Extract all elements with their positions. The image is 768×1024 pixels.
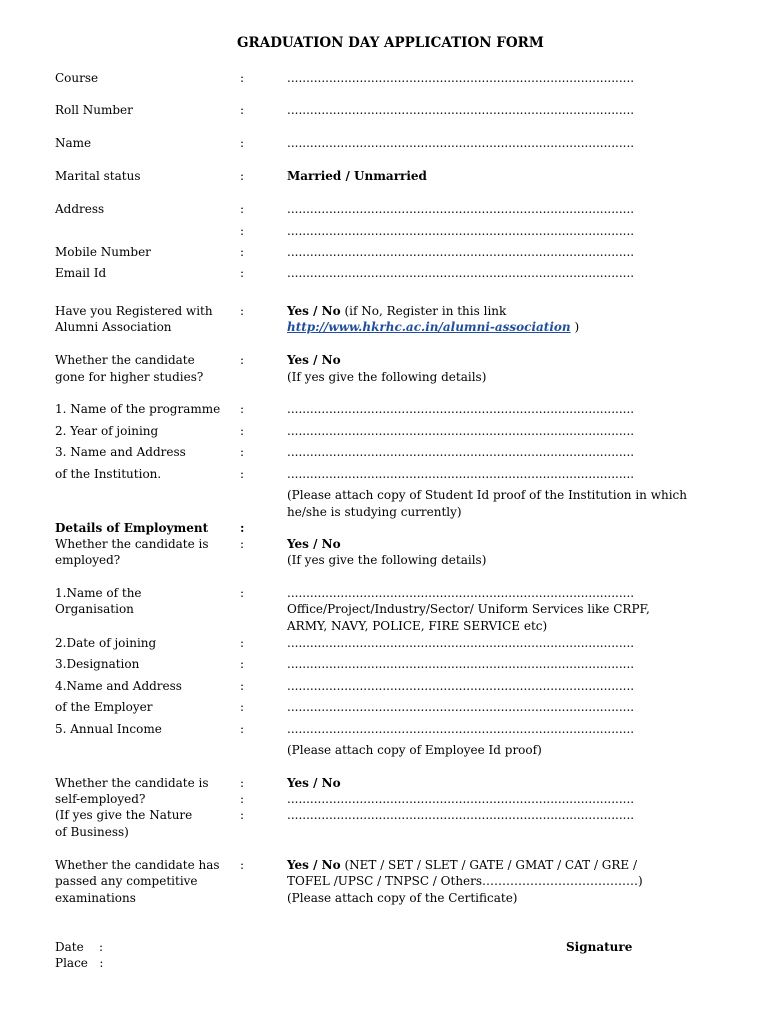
date-label: Date :	[55, 940, 103, 954]
name-field[interactable]: ...........................................................................................	[287, 136, 635, 150]
higher-studies-instruction: (If yes give the following details)	[287, 370, 487, 384]
higher-studies-yes-no[interactable]: Yes / No	[287, 353, 341, 367]
year-of-joining-field[interactable]: ...........................................................................................	[287, 424, 635, 438]
competitive-question-line-1: Whether the candidate has	[55, 858, 220, 872]
separator: :	[240, 245, 245, 259]
designation-field[interactable]: ...........................................................................................	[287, 657, 635, 671]
signature-label: Signature	[566, 940, 633, 954]
organisation-field[interactable]: ...........................................................................................	[287, 586, 635, 600]
alumni-question-line-1: Have you Registered with	[55, 304, 213, 318]
email-field[interactable]: ...........................................................................................	[287, 266, 635, 280]
institution-label-line-1: 3. Name and Address	[55, 445, 186, 459]
separator: :	[240, 169, 245, 183]
separator: :	[240, 808, 245, 822]
separator: :	[240, 353, 245, 367]
employed-question-line-2: employed?	[55, 553, 121, 567]
separator: :	[240, 202, 245, 216]
employer-field-line-1[interactable]: ...........................................................................................	[287, 679, 635, 693]
self-employed-yes-no[interactable]: Yes / No	[287, 776, 341, 790]
competitive-exams-list-line-2[interactable]: TOFEL /UPSC / TNPSC / Others…………………………………)	[287, 874, 643, 888]
competitive-yes-no[interactable]: Yes / No	[287, 858, 341, 872]
business-nature-field-line-1[interactable]: ...........................................................................................	[287, 792, 635, 806]
employer-label-line-2: of the Employer	[55, 700, 153, 714]
separator: :	[240, 266, 245, 280]
separator: :	[240, 224, 245, 238]
organisation-note-line-1: Office/Project/Industry/Sector/ Uniform Services like CRPF,	[287, 602, 650, 616]
separator: :	[240, 537, 245, 551]
competitive-exams-list-line-1: (NET / SET / SLET / GATE / GMAT / CAT / GRE /	[340, 858, 638, 872]
date-of-joining-label: 2.Date of joining	[55, 636, 157, 650]
name-label: Name	[55, 136, 92, 150]
alumni-link-line	[287, 319, 579, 335]
form-title: GRADUATION DAY APPLICATION FORM	[237, 35, 544, 51]
separator: :	[240, 103, 245, 117]
separator: :	[240, 636, 245, 650]
separator: :	[240, 700, 245, 714]
programme-label: 1. Name of the programme	[55, 402, 221, 416]
roll-number-field[interactable]: ...........................................................................................	[287, 103, 635, 117]
separator: :	[240, 445, 245, 459]
business-nature-field-line-2[interactable]: ...........................................................................................	[287, 808, 635, 822]
separator: :	[240, 776, 245, 790]
date-of-joining-field[interactable]: ...........................................................................................	[287, 636, 635, 650]
address-field-line-2[interactable]: ...........................................................................................	[287, 224, 635, 238]
employment-heading: Details of Employment	[55, 521, 209, 535]
competitive-answer	[287, 857, 637, 873]
marital-status-label: Marital status	[55, 169, 141, 183]
institution-field-line-2[interactable]: ...........................................................................................	[287, 467, 635, 481]
separator: :	[240, 679, 245, 693]
alumni-yes-no[interactable]: Yes / No	[287, 304, 341, 318]
employed-question-line-1: Whether the candidate is	[55, 537, 209, 551]
higher-studies-question-line-2: gone for higher studies?	[55, 370, 204, 384]
institution-field-line-1[interactable]: ...........................................................................................	[287, 445, 635, 459]
alumni-answer	[287, 303, 506, 319]
annual-income-field[interactable]: ...........................................................................................	[287, 722, 635, 736]
employer-field-line-2[interactable]: ...........................................................................................	[287, 700, 635, 714]
separator: :	[240, 521, 245, 535]
separator: :	[240, 304, 245, 318]
annual-income-label: 5. Annual Income	[55, 722, 162, 736]
separator: :	[240, 792, 245, 806]
organisation-label-line-1: 1.Name of the	[55, 586, 142, 600]
separator: :	[240, 467, 245, 481]
separator: :	[240, 858, 245, 872]
alumni-link-close: )	[570, 320, 580, 334]
separator: :	[240, 586, 245, 600]
designation-label: 3.Designation	[55, 657, 140, 671]
institution-note-line-1: (Please attach copy of Student Id proof of the Institution in which	[287, 488, 688, 502]
employed-instruction: (If yes give the following details)	[287, 553, 487, 567]
place-label: Place :	[55, 956, 104, 970]
competitive-question-line-2: passed any competitive	[55, 874, 198, 888]
address-field-line-1[interactable]: ...........................................................................................	[287, 202, 635, 216]
organisation-label-line-2: Organisation	[55, 602, 134, 616]
mobile-number-field[interactable]: ...........................................................................................	[287, 245, 635, 259]
alumni-question-line-2: Alumni Association	[55, 320, 172, 334]
separator: :	[240, 424, 245, 438]
self-employed-question-line-2: self-employed?	[55, 792, 146, 806]
email-label: Email Id	[55, 266, 107, 280]
institution-label-line-2: of the Institution.	[55, 467, 162, 481]
self-employed-question-line-4: of Business)	[55, 825, 129, 839]
course-field[interactable]: ...........................................................................................	[287, 71, 635, 85]
address-label: Address	[55, 202, 105, 216]
mobile-number-label: Mobile Number	[55, 245, 151, 259]
year-of-joining-label: 2. Year of joining	[55, 424, 159, 438]
employee-id-note: (Please attach copy of Employee Id proof)	[287, 743, 542, 757]
course-label: Course	[55, 71, 99, 85]
certificate-note: (Please attach copy of the Certificate)	[287, 891, 518, 905]
marital-status-options[interactable]: Married / Unmarried	[287, 169, 427, 183]
programme-field[interactable]: ...........................................................................................	[287, 402, 635, 416]
self-employed-question-line-3: (If yes give the Nature	[55, 808, 193, 822]
competitive-question-line-3: examinations	[55, 891, 136, 905]
organisation-note-line-2: ARMY, NAVY, POLICE, FIRE SERVICE etc)	[287, 619, 548, 633]
higher-studies-question-line-1: Whether the candidate	[55, 353, 195, 367]
alumni-note: (if No, Register in this link	[340, 304, 507, 318]
separator: :	[240, 136, 245, 150]
self-employed-question-line-1: Whether the candidate is	[55, 776, 209, 790]
separator: :	[240, 657, 245, 671]
roll-number-label: Roll Number	[55, 103, 133, 117]
employer-label-line-1: 4.Name and Address	[55, 679, 182, 693]
institution-note-line-2: he/she is studying currently)	[287, 505, 462, 519]
separator: :	[240, 402, 245, 416]
alumni-registration-link[interactable]: http://www.hkrhc.ac.in/alumni-association	[287, 320, 571, 334]
employed-yes-no[interactable]: Yes / No	[287, 537, 341, 551]
separator: :	[240, 722, 245, 736]
separator: :	[240, 71, 245, 85]
